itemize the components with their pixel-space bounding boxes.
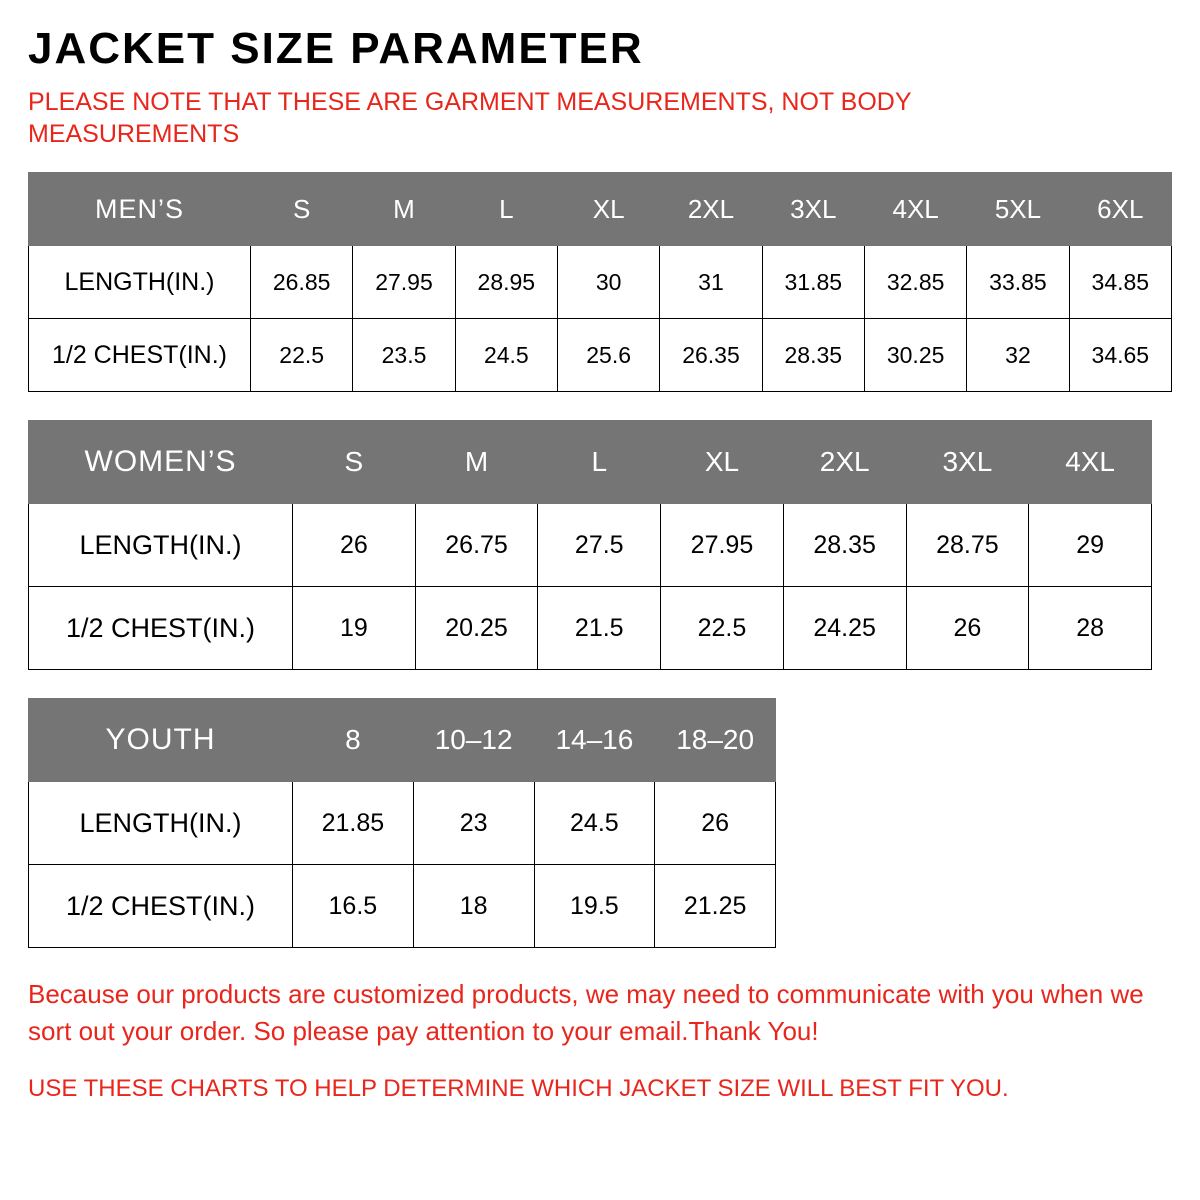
mens-length-cell: 31 bbox=[660, 246, 762, 319]
mens-size-header: 5XL bbox=[967, 173, 1069, 246]
mens-header-label: MEN’S bbox=[29, 173, 251, 246]
youth-length-cell: 24.5 bbox=[534, 782, 655, 865]
mens-chest-cell: 28.35 bbox=[762, 319, 864, 392]
mens-row-label-length: LENGTH(IN.) bbox=[29, 246, 251, 319]
measurement-note: PLEASE NOTE THAT THESE ARE GARMENT MEASUREMENTS, NOT BODY MEASUREMENTS bbox=[28, 88, 912, 149]
youth-chest-cell: 21.25 bbox=[655, 865, 776, 948]
table-row bbox=[29, 587, 1152, 670]
mens-chest-cell: 32 bbox=[967, 319, 1069, 392]
womens-size-header: L bbox=[538, 421, 661, 504]
table-header-row bbox=[29, 699, 776, 782]
womens-chest-cell: 28 bbox=[1029, 587, 1152, 670]
mens-chest-cell: 24.5 bbox=[455, 319, 557, 392]
womens-size-header: S bbox=[293, 421, 416, 504]
mens-length-cell: 28.95 bbox=[455, 246, 557, 319]
mens-size-header: 4XL bbox=[864, 173, 966, 246]
womens-chest-cell: 19 bbox=[293, 587, 416, 670]
youth-chest-cell: 19.5 bbox=[534, 865, 655, 948]
page-title: JACKET SIZE PARAMETER bbox=[28, 24, 644, 73]
womens-chest-cell: 26 bbox=[906, 587, 1029, 670]
youth-row-label-length: LENGTH(IN.) bbox=[29, 782, 293, 865]
mens-length-cell: 26.85 bbox=[251, 246, 353, 319]
youth-size-header: 18–20 bbox=[655, 699, 776, 782]
mens-size-header: M bbox=[353, 173, 455, 246]
youth-row-label-chest: 1/2 CHEST(IN.) bbox=[29, 865, 293, 948]
womens-chest-cell: 20.25 bbox=[415, 587, 538, 670]
womens-size-header: XL bbox=[661, 421, 784, 504]
womens-length-cell: 26.75 bbox=[415, 504, 538, 587]
womens-size-table bbox=[28, 420, 1152, 670]
mens-length-cell: 34.85 bbox=[1069, 246, 1171, 319]
womens-size-header: 3XL bbox=[906, 421, 1029, 504]
mens-size-header: 2XL bbox=[660, 173, 762, 246]
chart-usage-note: USE THESE CHARTS TO HELP DETERMINE WHICH JACKET SIZE WILL BEST FIT YOU. bbox=[28, 1075, 1009, 1102]
womens-row-label-chest: 1/2 CHEST(IN.) bbox=[29, 587, 293, 670]
mens-chest-cell: 30.25 bbox=[864, 319, 966, 392]
mens-length-cell: 32.85 bbox=[864, 246, 966, 319]
mens-size-header: 6XL bbox=[1069, 173, 1171, 246]
womens-chest-cell: 21.5 bbox=[538, 587, 661, 670]
mens-size-table bbox=[28, 172, 1172, 392]
youth-size-table bbox=[28, 698, 776, 948]
table-header-row bbox=[29, 421, 1152, 504]
mens-chest-cell: 23.5 bbox=[353, 319, 455, 392]
youth-length-cell: 26 bbox=[655, 782, 776, 865]
mens-length-cell: 27.95 bbox=[353, 246, 455, 319]
youth-length-cell: 23 bbox=[413, 782, 534, 865]
mens-length-cell: 31.85 bbox=[762, 246, 864, 319]
womens-size-header: 2XL bbox=[783, 421, 906, 504]
womens-length-cell: 29 bbox=[1029, 504, 1152, 587]
womens-row-label-length: LENGTH(IN.) bbox=[29, 504, 293, 587]
womens-size-header: 4XL bbox=[1029, 421, 1152, 504]
youth-chest-cell: 18 bbox=[413, 865, 534, 948]
mens-length-cell: 33.85 bbox=[967, 246, 1069, 319]
mens-chest-cell: 34.65 bbox=[1069, 319, 1171, 392]
youth-chest-cell: 16.5 bbox=[293, 865, 414, 948]
womens-length-cell: 28.75 bbox=[906, 504, 1029, 587]
womens-chest-cell: 22.5 bbox=[661, 587, 784, 670]
table-row bbox=[29, 865, 776, 948]
mens-chest-cell: 26.35 bbox=[660, 319, 762, 392]
table-row bbox=[29, 782, 776, 865]
mens-size-header: XL bbox=[557, 173, 659, 246]
youth-header-label: YOUTH bbox=[29, 699, 293, 782]
table-header-row bbox=[29, 173, 1172, 246]
mens-row-label-chest: 1/2 CHEST(IN.) bbox=[29, 319, 251, 392]
mens-size-header: L bbox=[455, 173, 557, 246]
womens-chest-cell: 24.25 bbox=[783, 587, 906, 670]
mens-length-cell: 30 bbox=[557, 246, 659, 319]
customization-note: Because our products are customized products, we may need to communicate with you when we sort out your order. So please pay attention to your email.Thank You! bbox=[28, 979, 1144, 1047]
table-row bbox=[29, 319, 1172, 392]
womens-header-label: WOMEN’S bbox=[29, 421, 293, 504]
table-row bbox=[29, 246, 1172, 319]
womens-length-cell: 27.5 bbox=[538, 504, 661, 587]
youth-size-header: 14–16 bbox=[534, 699, 655, 782]
mens-size-header: 3XL bbox=[762, 173, 864, 246]
womens-length-cell: 28.35 bbox=[783, 504, 906, 587]
womens-length-cell: 27.95 bbox=[661, 504, 784, 587]
youth-size-header: 8 bbox=[293, 699, 414, 782]
table-row bbox=[29, 504, 1152, 587]
youth-length-cell: 21.85 bbox=[293, 782, 414, 865]
youth-size-header: 10–12 bbox=[413, 699, 534, 782]
mens-chest-cell: 22.5 bbox=[251, 319, 353, 392]
mens-chest-cell: 25.6 bbox=[557, 319, 659, 392]
mens-size-header: S bbox=[251, 173, 353, 246]
womens-size-header: M bbox=[415, 421, 538, 504]
womens-length-cell: 26 bbox=[293, 504, 416, 587]
